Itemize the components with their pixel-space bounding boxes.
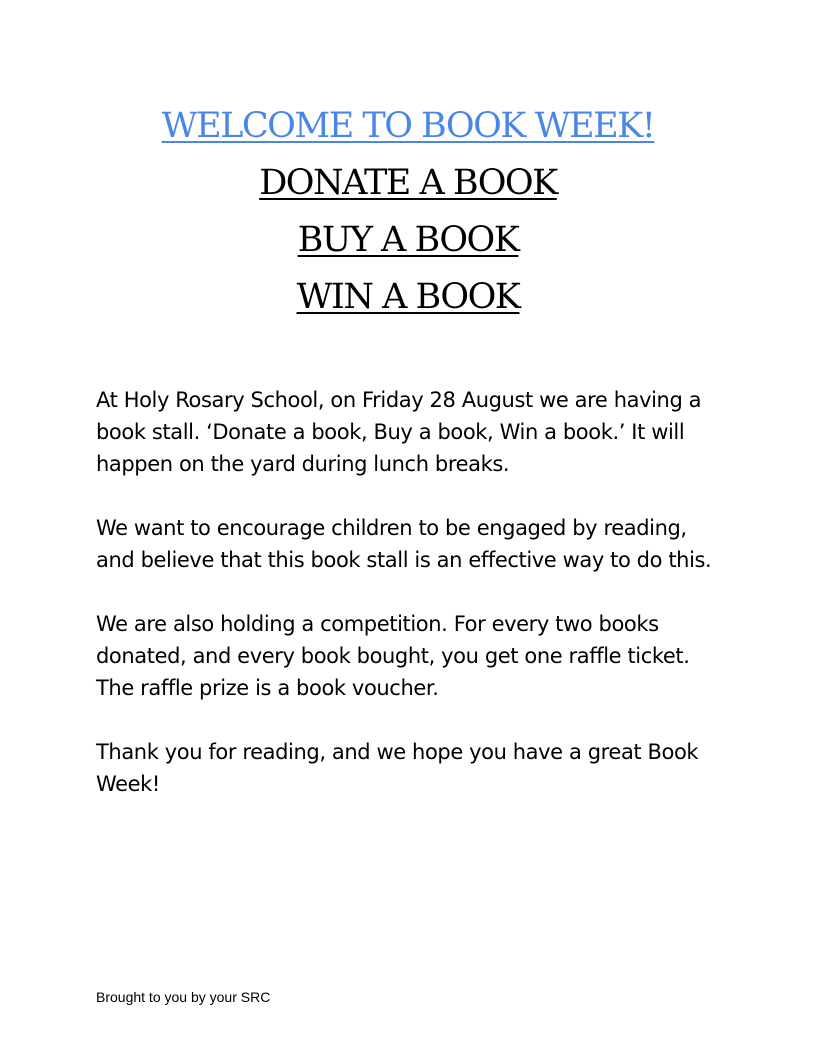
donate-heading: DONATE A BOOK (259, 163, 557, 203)
paragraph-intro: At Holy Rosary School, on Friday 28 August we are having a book stall. ‘Donate a book, Buy a book, Win a book.’ It will happen on the yard during lunch breaks. (96, 388, 702, 476)
paragraph-purpose: We want to encourage children to be engaged by reading, and believe that this book stall is an effective way to do this. (96, 516, 712, 572)
buy-heading: BUY A BOOK (297, 220, 519, 260)
paragraph-competition: We are also holding a competition. For every two books donated, and every book bought, you get one raffle ticket. The raffle prize is a book voucher. (96, 612, 690, 700)
body-text (96, 384, 726, 832)
heading-block (0, 98, 816, 326)
footer-credit: Brought to you by your SRC (96, 989, 271, 1005)
welcome-heading-link[interactable]: WELCOME TO BOOK WEEK! (161, 106, 655, 146)
paragraph-thanks: Thank you for reading, and we hope you have a great Book Week! (96, 740, 699, 796)
win-heading: WIN A BOOK (296, 277, 520, 317)
